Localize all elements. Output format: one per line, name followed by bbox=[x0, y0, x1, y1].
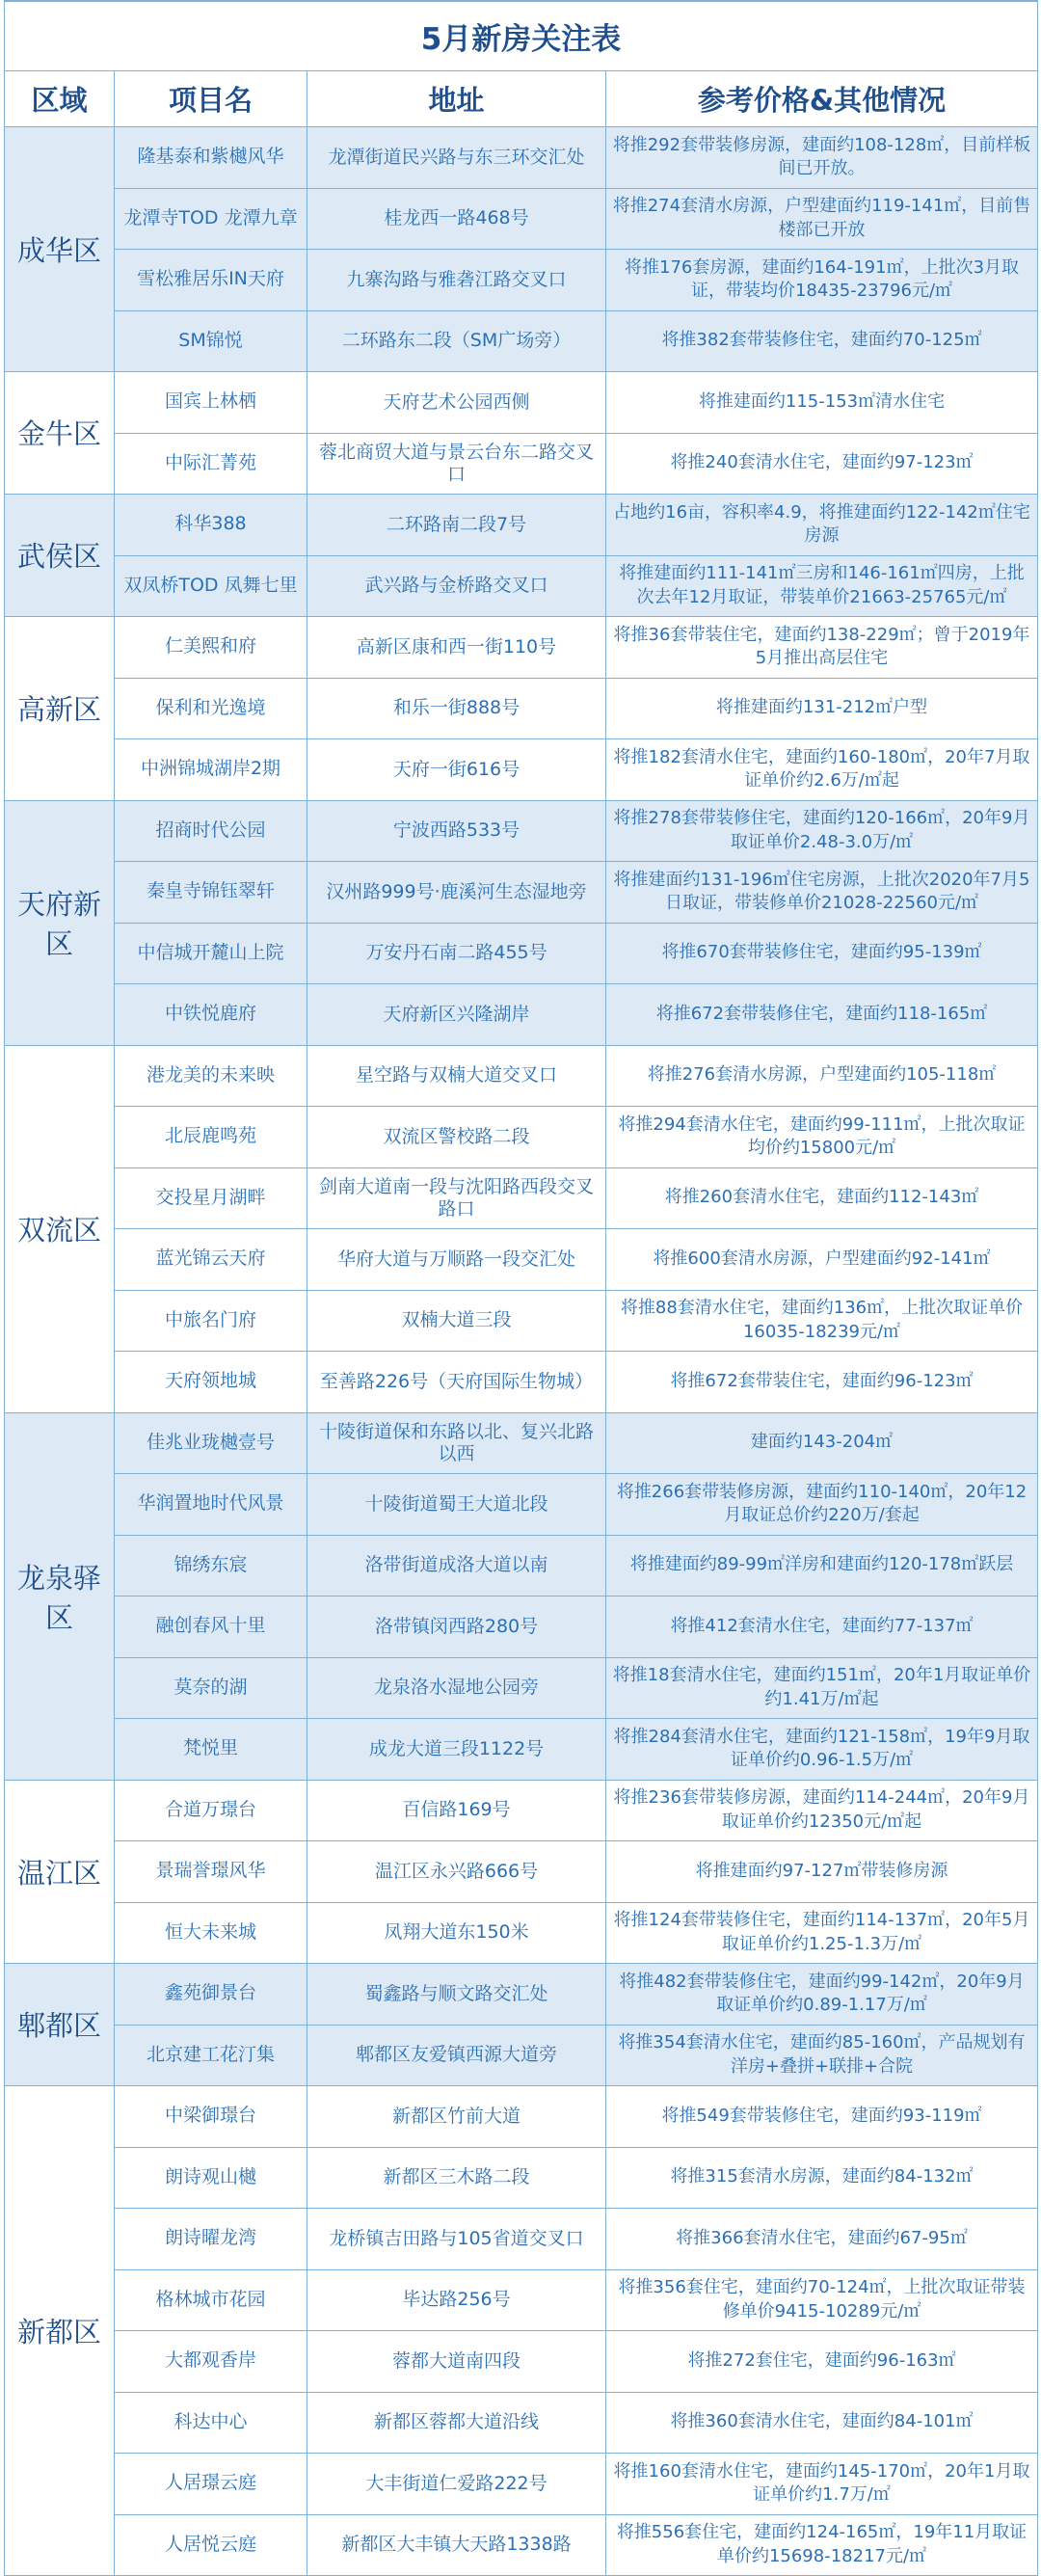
info-cell: 将推556套住宅，建面约124-165㎡，19年11月取证单价约15698-18217元/㎡ bbox=[606, 2514, 1038, 2575]
table-row bbox=[5, 2208, 1038, 2269]
table-row bbox=[5, 1228, 1038, 1290]
table-row bbox=[5, 2269, 1038, 2330]
info-cell: 将推124套带装修住宅，建面约114-137㎡，20年5月取证单价约1.25-1.3万/㎡ bbox=[606, 1902, 1038, 1963]
project-name-cell: 科达中心 bbox=[115, 2392, 307, 2453]
district-cell: 郫都区 bbox=[5, 1963, 115, 2085]
district-group bbox=[5, 1963, 1038, 2085]
address-cell: 剑南大道南一段与沈阳路西段交叉路口 bbox=[307, 1167, 606, 1228]
info-cell: 将推292套带装修房源，建面约108-128㎡，目前样板间已开放。 bbox=[606, 126, 1038, 188]
project-name-cell: 隆基泰和紫樾风华 bbox=[115, 126, 307, 188]
address-cell: 双流区警校路二段 bbox=[307, 1106, 606, 1167]
info-cell: 将推272套住宅，建面约96-163㎡ bbox=[606, 2330, 1038, 2392]
table-row bbox=[5, 249, 1038, 310]
project-name-cell: 中信城开麓山上院 bbox=[115, 923, 307, 983]
district-group bbox=[5, 1045, 1038, 1412]
table-row bbox=[5, 1473, 1038, 1535]
info-cell: 将推88套清水住宅，建面约136㎡，上批次取证单价16035-18239元/㎡ bbox=[606, 1290, 1038, 1351]
project-name-cell: 天府领地城 bbox=[115, 1351, 307, 1412]
address-cell: 毕达路256号 bbox=[307, 2269, 606, 2330]
table-row bbox=[5, 126, 1038, 188]
info-cell: 将推382套带装修住宅，建面约70-125㎡ bbox=[606, 310, 1038, 371]
district-cell: 金牛区 bbox=[5, 371, 115, 494]
address-cell: 十陵街道保和东路以北、复兴北路以西 bbox=[307, 1412, 606, 1473]
address-cell: 星空路与双楠大道交叉口 bbox=[307, 1045, 606, 1106]
info-cell: 将推366套清水住宅，建面约67-95㎡ bbox=[606, 2208, 1038, 2269]
table-row bbox=[5, 1902, 1038, 1963]
address-cell: 百信路169号 bbox=[307, 1780, 606, 1840]
project-name-cell: 佳兆业珑樾壹号 bbox=[115, 1412, 307, 1473]
project-name-cell: 大都观香岸 bbox=[115, 2330, 307, 2392]
project-name-cell: 中铁悦鹿府 bbox=[115, 983, 307, 1045]
info-cell: 将推600套清水房源，户型建面约92-141㎡ bbox=[606, 1228, 1038, 1290]
info-cell: 将推274套清水房源，户型建面约119-141㎡，目前售楼部已开放 bbox=[606, 188, 1038, 249]
info-cell: 将推354套清水住宅，建面约85-160㎡，产品规划有洋房+叠拼+联排+合院 bbox=[606, 2025, 1038, 2085]
info-cell: 将推176套房源，建面约164-191㎡，上批次3月取证，带装均价18435-23796元/㎡ bbox=[606, 249, 1038, 310]
address-cell: 新都区三木路二段 bbox=[307, 2147, 606, 2208]
address-cell: 天府一街616号 bbox=[307, 738, 606, 800]
district-cell: 龙泉驿区 bbox=[5, 1412, 115, 1780]
table-row bbox=[5, 1840, 1038, 1902]
address-cell: 天府艺术公园西侧 bbox=[307, 371, 606, 433]
info-cell: 将推412套清水住宅，建面约77-137㎡ bbox=[606, 1596, 1038, 1657]
table-row bbox=[5, 1596, 1038, 1657]
address-cell: 汉州路999号·鹿溪河生态湿地旁 bbox=[307, 861, 606, 923]
project-name-cell: 科华388 bbox=[115, 494, 307, 555]
project-name-cell: SM锦悦 bbox=[115, 310, 307, 371]
address-cell: 龙桥镇吉田路与105省道交叉口 bbox=[307, 2208, 606, 2269]
info-cell: 将推315套清水房源，建面约84-132㎡ bbox=[606, 2147, 1038, 2208]
project-name-cell: 北京建工花汀集 bbox=[115, 2025, 307, 2085]
info-cell: 将推建面约131-196㎡住宅房源，上批次2020年7月5日取证，带装修单价21028-22560元/㎡ bbox=[606, 861, 1038, 923]
header-address: 地址 bbox=[307, 70, 606, 126]
project-name-cell: 招商时代公园 bbox=[115, 800, 307, 861]
project-name-cell: 双凤桥TOD 凤舞七里 bbox=[115, 555, 307, 616]
project-name-cell: 国宾上林栖 bbox=[115, 371, 307, 433]
table-row bbox=[5, 371, 1038, 433]
address-cell: 龙潭街道民兴路与东三环交汇处 bbox=[307, 126, 606, 188]
project-name-cell: 人居璟云庭 bbox=[115, 2453, 307, 2514]
address-cell: 洛带街道成洛大道以南 bbox=[307, 1535, 606, 1596]
info-cell: 将推356套住宅，建面约70-124㎡，上批次取证带装修单价9415-10289元/㎡ bbox=[606, 2269, 1038, 2330]
project-name-cell: 中旅名门府 bbox=[115, 1290, 307, 1351]
table-row bbox=[5, 494, 1038, 555]
table-row bbox=[5, 2392, 1038, 2453]
project-name-cell: 交投星月湖畔 bbox=[115, 1167, 307, 1228]
table-row bbox=[5, 1412, 1038, 1473]
district-group bbox=[5, 616, 1038, 800]
info-cell: 将推549套带装修住宅，建面约93-119㎡ bbox=[606, 2085, 1038, 2147]
table-row bbox=[5, 433, 1038, 494]
address-cell: 成龙大道三段1122号 bbox=[307, 1718, 606, 1780]
address-cell: 蜀鑫路与顺文路交汇处 bbox=[307, 1963, 606, 2025]
table-row bbox=[5, 310, 1038, 371]
address-cell: 至善路226号（天府国际生物城） bbox=[307, 1351, 606, 1412]
table-row bbox=[5, 861, 1038, 923]
table-row bbox=[5, 1045, 1038, 1106]
project-name-cell: 龙潭寺TOD 龙潭九章 bbox=[115, 188, 307, 249]
header-price-info: 参考价格&其他情况 bbox=[606, 70, 1038, 126]
address-cell: 蓉都大道南四段 bbox=[307, 2330, 606, 2392]
project-name-cell: 景瑞誉璟风华 bbox=[115, 1840, 307, 1902]
info-cell: 将推建面约115-153㎡清水住宅 bbox=[606, 371, 1038, 433]
header-project-name: 项目名 bbox=[115, 70, 307, 126]
project-name-cell: 朗诗观山樾 bbox=[115, 2147, 307, 2208]
info-cell: 将推672套带装修住宅，建面约118-165㎡ bbox=[606, 983, 1038, 1045]
info-cell: 将推482套带装修住宅，建面约99-142㎡，20年9月取证单价约0.89-1.17万/㎡ bbox=[606, 1963, 1038, 2025]
project-name-cell: 中际汇菁苑 bbox=[115, 433, 307, 494]
table-row bbox=[5, 2147, 1038, 2208]
district-cell: 温江区 bbox=[5, 1780, 115, 1963]
district-cell: 高新区 bbox=[5, 616, 115, 800]
address-cell: 十陵街道蜀王大道北段 bbox=[307, 1473, 606, 1535]
info-cell: 将推18套清水住宅，建面约151㎡，20年1月取证单价约1.41万/㎡起 bbox=[606, 1657, 1038, 1718]
table-row bbox=[5, 1718, 1038, 1780]
district-group bbox=[5, 2085, 1038, 2575]
address-cell: 凤翔大道东150米 bbox=[307, 1902, 606, 1963]
project-name-cell: 北辰鹿鸣苑 bbox=[115, 1106, 307, 1167]
table-row bbox=[5, 800, 1038, 861]
project-name-cell: 雪松雅居乐IN天府 bbox=[115, 249, 307, 310]
table-row bbox=[5, 1290, 1038, 1351]
district-group bbox=[5, 371, 1038, 494]
project-name-cell: 锦绣东宸 bbox=[115, 1535, 307, 1596]
district-cell: 成华区 bbox=[5, 126, 115, 371]
info-cell: 将推276套清水房源，户型建面约105-118㎡ bbox=[606, 1045, 1038, 1106]
address-cell: 新都区大丰镇大天路1338路 bbox=[307, 2514, 606, 2575]
project-name-cell: 恒大未来城 bbox=[115, 1902, 307, 1963]
table-row bbox=[5, 616, 1038, 678]
address-cell: 二环路南二段7号 bbox=[307, 494, 606, 555]
table-row bbox=[5, 188, 1038, 249]
table-row bbox=[5, 678, 1038, 738]
info-cell: 将推672套带装住宅，建面约96-123㎡ bbox=[606, 1351, 1038, 1412]
project-name-cell: 中梁御璟台 bbox=[115, 2085, 307, 2147]
address-cell: 二环路东二段（SM广场旁） bbox=[307, 310, 606, 371]
info-cell: 将推284套清水住宅，建面约121-158㎡，19年9月取证单价约0.96-1.5万/㎡ bbox=[606, 1718, 1038, 1780]
info-cell: 将推266套带装修房源，建面约110-140㎡，20年12月取证总价约220万/套起 bbox=[606, 1473, 1038, 1535]
project-name-cell: 合道万璟台 bbox=[115, 1780, 307, 1840]
table-row bbox=[5, 555, 1038, 616]
table-row bbox=[5, 2025, 1038, 2085]
info-cell: 将推182套清水住宅，建面约160-180㎡，20年7月取证单价约2.6万/㎡起 bbox=[606, 738, 1038, 800]
table-row bbox=[5, 1351, 1038, 1412]
table-row bbox=[5, 1535, 1038, 1596]
info-cell: 将推294套清水住宅，建面约99-111㎡，上批次取证均价约15800元/㎡ bbox=[606, 1106, 1038, 1167]
project-name-cell: 格林城市花园 bbox=[115, 2269, 307, 2330]
district-cell: 天府新区 bbox=[5, 800, 115, 1045]
project-name-cell: 保利和光逸境 bbox=[115, 678, 307, 738]
table-row bbox=[5, 1657, 1038, 1718]
project-name-cell: 人居悦云庭 bbox=[115, 2514, 307, 2575]
address-cell: 桂龙西一路468号 bbox=[307, 188, 606, 249]
project-name-cell: 华润置地时代风景 bbox=[115, 1473, 307, 1535]
district-group bbox=[5, 800, 1038, 1045]
district-group bbox=[5, 1412, 1038, 1780]
address-cell: 和乐一街888号 bbox=[307, 678, 606, 738]
project-name-cell: 港龙美的未来映 bbox=[115, 1045, 307, 1106]
table-row bbox=[5, 1963, 1038, 2025]
address-cell: 万安丹石南二路455号 bbox=[307, 923, 606, 983]
info-cell: 将推36套带装住宅，建面约138-229㎡；曾于2019年5月推出高层住宅 bbox=[606, 616, 1038, 678]
info-cell: 将推278套带装修住宅，建面约120-166㎡，20年9月取证单价2.48-3.0万/㎡ bbox=[606, 800, 1038, 861]
address-cell: 华府大道与万顺路一段交汇处 bbox=[307, 1228, 606, 1290]
info-cell: 将推建面约89-99㎡洋房和建面约120-178㎡跃层 bbox=[606, 1535, 1038, 1596]
table-row bbox=[5, 2453, 1038, 2514]
address-cell: 双楠大道三段 bbox=[307, 1290, 606, 1351]
district-cell: 双流区 bbox=[5, 1045, 115, 1412]
project-name-cell: 蓝光锦云天府 bbox=[115, 1228, 307, 1290]
address-cell: 龙泉洛水湿地公园旁 bbox=[307, 1657, 606, 1718]
district-group bbox=[5, 494, 1038, 616]
info-cell: 将推建面约111-141㎡三房和146-161㎡四房，上批次去年12月取证，带装单价21663-25765元/㎡ bbox=[606, 555, 1038, 616]
header-district: 区域 bbox=[5, 70, 115, 126]
info-cell: 将推670套带装修住宅，建面约95-139㎡ bbox=[606, 923, 1038, 983]
table-row bbox=[5, 2330, 1038, 2392]
project-name-cell: 仁美熙和府 bbox=[115, 616, 307, 678]
table-row bbox=[5, 2514, 1038, 2575]
info-cell: 将推240套清水住宅，建面约97-123㎡ bbox=[606, 433, 1038, 494]
address-cell: 新都区蓉都大道沿线 bbox=[307, 2392, 606, 2453]
info-cell: 将推260套清水住宅，建面约112-143㎡ bbox=[606, 1167, 1038, 1228]
address-cell: 蓉北商贸大道与景云台东二路交叉口 bbox=[307, 433, 606, 494]
address-cell: 洛带镇闵西路280号 bbox=[307, 1596, 606, 1657]
address-cell: 高新区康和西一街110号 bbox=[307, 616, 606, 678]
address-cell: 温江区永兴路666号 bbox=[307, 1840, 606, 1902]
project-name-cell: 融创春风十里 bbox=[115, 1596, 307, 1657]
info-cell: 将推236套带装修房源，建面约114-244㎡，20年9月取证单价约12350元/㎡起 bbox=[606, 1780, 1038, 1840]
address-cell: 武兴路与金桥路交叉口 bbox=[307, 555, 606, 616]
address-cell: 宁波西路533号 bbox=[307, 800, 606, 861]
project-name-cell: 中洲锦城湖岸2期 bbox=[115, 738, 307, 800]
district-group bbox=[5, 1780, 1038, 1963]
address-cell: 郫都区友爱镇西源大道旁 bbox=[307, 2025, 606, 2085]
table-row bbox=[5, 2085, 1038, 2147]
table-row bbox=[5, 1167, 1038, 1228]
info-cell: 将推360套清水住宅，建面约84-101㎡ bbox=[606, 2392, 1038, 2453]
project-name-cell: 鑫苑御景台 bbox=[115, 1963, 307, 2025]
address-cell: 新都区竹前大道 bbox=[307, 2085, 606, 2147]
district-cell: 武侯区 bbox=[5, 494, 115, 616]
address-cell: 九寨沟路与雅砻江路交叉口 bbox=[307, 249, 606, 310]
project-name-cell: 梵悦里 bbox=[115, 1718, 307, 1780]
table-row bbox=[5, 738, 1038, 800]
table-row bbox=[5, 983, 1038, 1045]
district-group bbox=[5, 126, 1038, 371]
table-row bbox=[5, 1780, 1038, 1840]
table-row bbox=[5, 923, 1038, 983]
info-cell: 建面约143-204㎡ bbox=[606, 1412, 1038, 1473]
project-name-cell: 秦皇寺锦钰翠轩 bbox=[115, 861, 307, 923]
address-cell: 天府新区兴隆湖岸 bbox=[307, 983, 606, 1045]
table-row bbox=[5, 1106, 1038, 1167]
address-cell: 大丰街道仁爱路222号 bbox=[307, 2453, 606, 2514]
project-name-cell: 莫奈的湖 bbox=[115, 1657, 307, 1718]
project-name-cell: 朗诗曜龙湾 bbox=[115, 2208, 307, 2269]
table-title: 5月新房关注表 bbox=[5, 1, 1038, 70]
info-cell: 将推建面约131-212㎡户型 bbox=[606, 678, 1038, 738]
new-housing-table bbox=[4, 0, 1038, 2576]
district-cell: 新都区 bbox=[5, 2085, 115, 2575]
info-cell: 将推建面约97-127㎡带装修房源 bbox=[606, 1840, 1038, 1902]
info-cell: 将推160套清水住宅，建面约145-170㎡，20年1月取证单价约1.7万/㎡ bbox=[606, 2453, 1038, 2514]
info-cell: 占地约16亩，容积率4.9，将推建面约122-142㎡住宅房源 bbox=[606, 494, 1038, 555]
